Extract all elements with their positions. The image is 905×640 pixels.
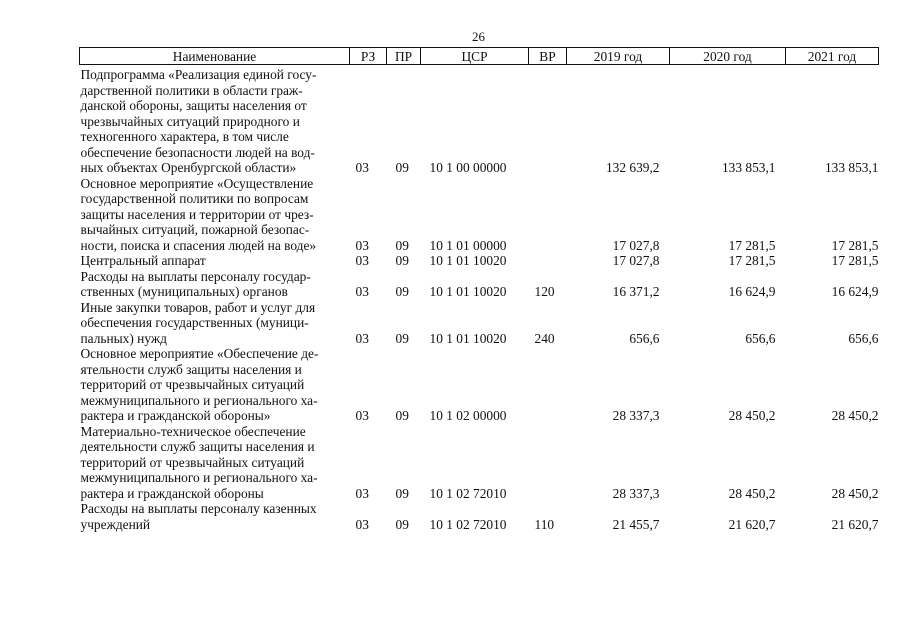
amount-2021: 16 624,9 bbox=[831, 284, 879, 299]
row-name-line: ственных (муниципальных) органов bbox=[80, 284, 288, 299]
row-name-cell bbox=[80, 346, 350, 424]
row-name-line: государственной политики по вопросам bbox=[80, 191, 309, 206]
section-code: 03 bbox=[355, 330, 369, 346]
amount-2020: 133 853,1 bbox=[721, 160, 776, 175]
table-body bbox=[80, 65, 879, 533]
row-name-line: Расходы на выплаты персоналу казенных bbox=[80, 501, 317, 516]
expense-type-code: 120 bbox=[534, 284, 555, 299]
amount-2021: 133 853,1 bbox=[824, 160, 879, 175]
row-name-line: территорий от чрезвычайных ситуаций bbox=[80, 454, 305, 470]
row-name-line: территорий от чрезвычайных ситуаций bbox=[80, 377, 305, 392]
subsection-code: 09 bbox=[395, 485, 409, 501]
row-name-cell bbox=[80, 501, 350, 532]
target-article-code: 10 1 01 10020 bbox=[429, 284, 507, 299]
row-name-line: рактера и гражданской обороны bbox=[80, 485, 264, 501]
section-code: 03 bbox=[355, 253, 369, 268]
row-name-line: обеспечение безопасности людей на вод- bbox=[80, 144, 315, 160]
expense-type-code bbox=[529, 424, 567, 502]
section-code: 03 bbox=[355, 284, 369, 299]
row-name-line: защиты населения и территории от чрез- bbox=[80, 206, 314, 222]
table-row bbox=[80, 65, 879, 176]
subsection-code: 09 bbox=[395, 516, 409, 532]
table-row bbox=[80, 253, 879, 269]
row-name-line: дарственной политики в области граж- bbox=[80, 82, 303, 98]
amount-2020: 17 281,5 bbox=[728, 253, 776, 268]
subsection-code: 09 bbox=[395, 160, 409, 175]
header-year-2020: 2020 год bbox=[670, 48, 786, 65]
row-name-line: Основное мероприятие «Осуществление bbox=[80, 175, 314, 191]
amount-2019: 656,6 bbox=[629, 330, 660, 346]
subsection-code: 09 bbox=[395, 253, 409, 268]
section-code: 03 bbox=[355, 485, 369, 501]
row-name-cell bbox=[80, 176, 350, 254]
row-name-line: Центральный аппарат bbox=[80, 253, 206, 268]
subsection-code: 09 bbox=[395, 237, 409, 253]
row-name-cell bbox=[80, 253, 350, 269]
row-name-line: вычайных ситуаций, пожарной безопас- bbox=[80, 222, 310, 237]
row-name-cell bbox=[80, 269, 350, 300]
amount-2021: 17 281,5 bbox=[831, 253, 879, 268]
amount-2021: 21 620,7 bbox=[831, 516, 879, 532]
row-name-line: Подпрограмма «Реализация единой госу- bbox=[80, 67, 317, 82]
amount-2019: 17 027,8 bbox=[612, 253, 660, 268]
row-name-line: данской обороны, защиты населения от bbox=[80, 98, 307, 113]
row-name-cell bbox=[80, 424, 350, 502]
header-year-2019: 2019 год bbox=[567, 48, 670, 65]
amount-2019: 28 337,3 bbox=[612, 408, 660, 423]
target-article-code: 10 1 00 00000 bbox=[429, 160, 507, 175]
target-article-code: 10 1 02 72010 bbox=[429, 485, 507, 501]
amount-2021: 656,6 bbox=[848, 330, 879, 346]
section-code: 03 bbox=[355, 160, 369, 175]
subsection-code: 09 bbox=[395, 330, 409, 346]
target-article-code: 10 1 02 72010 bbox=[429, 516, 507, 532]
row-name-line: межмуниципального и регионального ха- bbox=[80, 470, 318, 485]
target-article-code: 10 1 01 00000 bbox=[429, 237, 507, 253]
header-name: Наименование bbox=[80, 48, 350, 65]
table-row bbox=[80, 424, 879, 502]
amount-2020: 28 450,2 bbox=[728, 408, 776, 423]
row-name-cell bbox=[80, 65, 350, 176]
amount-2019: 132 639,2 bbox=[605, 160, 660, 175]
amount-2021: 28 450,2 bbox=[831, 485, 879, 501]
amount-2021: 17 281,5 bbox=[831, 237, 879, 253]
row-name-line: пальных) нужд bbox=[80, 330, 167, 346]
amount-2020: 656,6 bbox=[745, 330, 776, 346]
budget-table bbox=[79, 47, 879, 532]
row-name-line: учреждений bbox=[80, 516, 151, 532]
target-article-code: 10 1 01 10020 bbox=[429, 330, 507, 346]
row-name-line: ности, поиска и спасения людей на воде» bbox=[80, 237, 317, 253]
header-vr: ВР bbox=[529, 48, 567, 65]
amount-2019: 16 371,2 bbox=[612, 284, 660, 299]
amount-2020: 17 281,5 bbox=[728, 237, 776, 253]
header-year-2021: 2021 год bbox=[786, 48, 879, 65]
row-name-line: Иные закупки товаров, работ и услуг для bbox=[80, 299, 316, 315]
row-name-line: техногенного характера, в том числе bbox=[80, 129, 289, 144]
expense-type-code: 110 bbox=[534, 516, 555, 532]
row-name-line: Материально-техническое обеспечение bbox=[80, 423, 306, 439]
expense-type-code bbox=[529, 65, 567, 176]
row-name-line: Основное мероприятие «Обеспечение де- bbox=[80, 346, 319, 361]
expense-type-code bbox=[529, 346, 567, 424]
row-name-line: межмуниципального и регионального ха- bbox=[80, 392, 318, 408]
row-name-cell bbox=[80, 300, 350, 347]
amount-2020: 16 624,9 bbox=[728, 284, 776, 299]
table-row bbox=[80, 300, 879, 347]
expense-type-code bbox=[529, 253, 567, 269]
table-row bbox=[80, 269, 879, 300]
target-article-code: 10 1 02 00000 bbox=[429, 408, 507, 423]
page-number: 26 bbox=[472, 29, 485, 44]
amount-2019: 21 455,7 bbox=[612, 516, 660, 532]
amount-2020: 21 620,7 bbox=[728, 516, 776, 532]
header-pr: ПР bbox=[387, 48, 421, 65]
table-row bbox=[80, 501, 879, 532]
header-rz: РЗ bbox=[350, 48, 387, 65]
row-name-line: ятельности служб защиты населения и bbox=[80, 361, 302, 377]
row-name-line: чрезвычайных ситуаций природного и bbox=[80, 113, 300, 129]
table-header-row bbox=[80, 48, 879, 65]
row-name-line: Расходы на выплаты персоналу государ- bbox=[80, 268, 311, 284]
subsection-code: 09 bbox=[395, 284, 409, 299]
row-name-line: обеспечения государственных (муници- bbox=[80, 315, 309, 330]
amount-2021: 28 450,2 bbox=[831, 408, 879, 423]
header-csr: ЦСР bbox=[421, 48, 529, 65]
row-name-line: рактера и гражданской обороны» bbox=[80, 408, 271, 423]
expense-type-code bbox=[529, 176, 567, 254]
target-article-code: 10 1 01 10020 bbox=[429, 253, 507, 268]
amount-2020: 28 450,2 bbox=[728, 485, 776, 501]
row-name-line: ных объектах Оренбургской области» bbox=[80, 160, 297, 175]
row-name-line: деятельности служб защиты населения и bbox=[80, 439, 315, 454]
section-code: 03 bbox=[355, 237, 369, 253]
section-code: 03 bbox=[355, 408, 369, 423]
table-row bbox=[80, 346, 879, 424]
section-code: 03 bbox=[355, 516, 369, 532]
amount-2019: 17 027,8 bbox=[612, 237, 660, 253]
amount-2019: 28 337,3 bbox=[612, 485, 660, 501]
table-row bbox=[80, 176, 879, 254]
expense-type-code: 240 bbox=[534, 330, 555, 346]
subsection-code: 09 bbox=[395, 408, 409, 423]
